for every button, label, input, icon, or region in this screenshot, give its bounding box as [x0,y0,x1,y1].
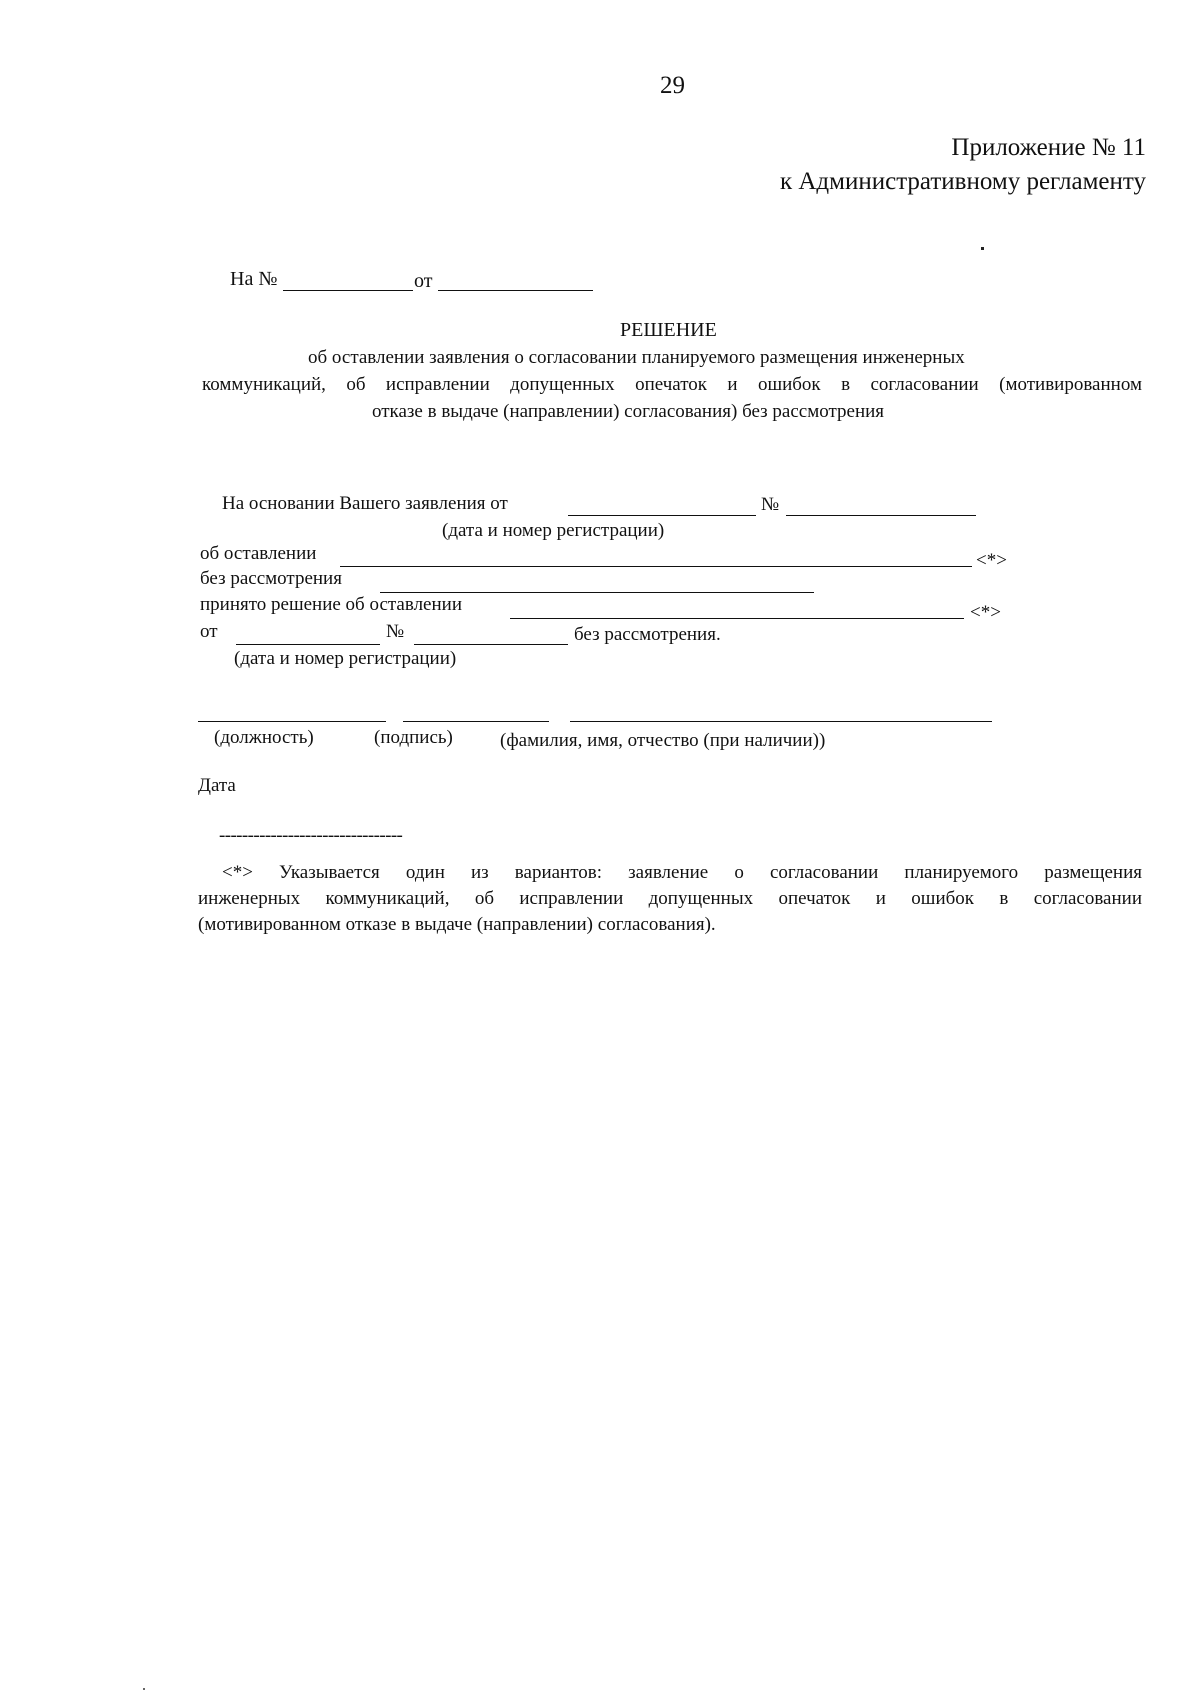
decision-subtitle-3: отказе в выдаче (направлении) согласования) без рассмотрения [372,401,885,422]
ref-number-label: На № [230,268,278,290]
without-review-field[interactable] [380,592,814,593]
decision-subtitle-1: об оставлении заявления о согласовании планируемого размещения инженерных [308,347,965,368]
decision-date-field[interactable] [236,644,380,645]
footnote-line-2: инженерных коммуникаций, об исправлении допущенных опечаток и ошибок в согласовании [198,888,1142,909]
application-number-field[interactable] [786,515,976,516]
registration-hint-2: (дата и номер регистрации) [234,648,457,669]
ref-date-label: от [414,270,433,292]
asterisk-mark-2: <*> [970,602,1001,623]
footnote-separator: -------------------------------- [219,825,403,846]
footnote-line-1: <*> Указывается один из вариантов: заявление о согласовании планируемого размещения [222,862,1142,883]
ref-date-field[interactable] [438,290,593,291]
ref-number-field[interactable] [283,290,413,291]
leave-label: об оставлении [200,543,317,564]
leave-subject-field[interactable] [340,566,972,567]
application-date-field[interactable] [568,515,756,516]
full-name-field[interactable] [570,721,992,722]
scan-speck [143,1688,145,1690]
footnote-line-3: (мотивированном отказе в выдаче (направлении) согласования). [198,914,716,935]
page-number: 29 [660,72,685,99]
decision-made-label: принято решение об оставлении [200,594,462,615]
basis-label: На основании Вашего заявления от [222,493,508,514]
without-review-label: без рассмотрения [200,568,342,589]
decision-title: РЕШЕНИЕ [620,319,717,341]
decision-subject-field[interactable] [510,618,964,619]
decision-number-label: № [386,621,405,642]
without-review-end: без рассмотрения. [574,624,721,645]
appendix-subtitle: к Административному регламенту [779,168,1146,195]
from-label: от [200,621,218,642]
position-caption: (должность) [214,727,314,748]
signature-caption: (подпись) [374,727,453,748]
position-field[interactable] [198,721,386,722]
full-name-caption: (фамилия, имя, отчество (при наличии)) [500,730,826,751]
scan-dot [981,247,984,250]
registration-hint-1: (дата и номер регистрации) [442,520,665,541]
asterisk-mark-1: <*> [976,550,1007,571]
appendix-title: Приложение № 11 [951,134,1146,161]
date-label: Дата [198,775,236,796]
signature-field[interactable] [403,721,549,722]
decision-number-field[interactable] [414,644,568,645]
application-number-label: № [761,494,780,515]
decision-subtitle-2: коммуникаций, об исправлении допущенных опечаток и ошибок в согласовании (мотивированном [202,374,1142,395]
